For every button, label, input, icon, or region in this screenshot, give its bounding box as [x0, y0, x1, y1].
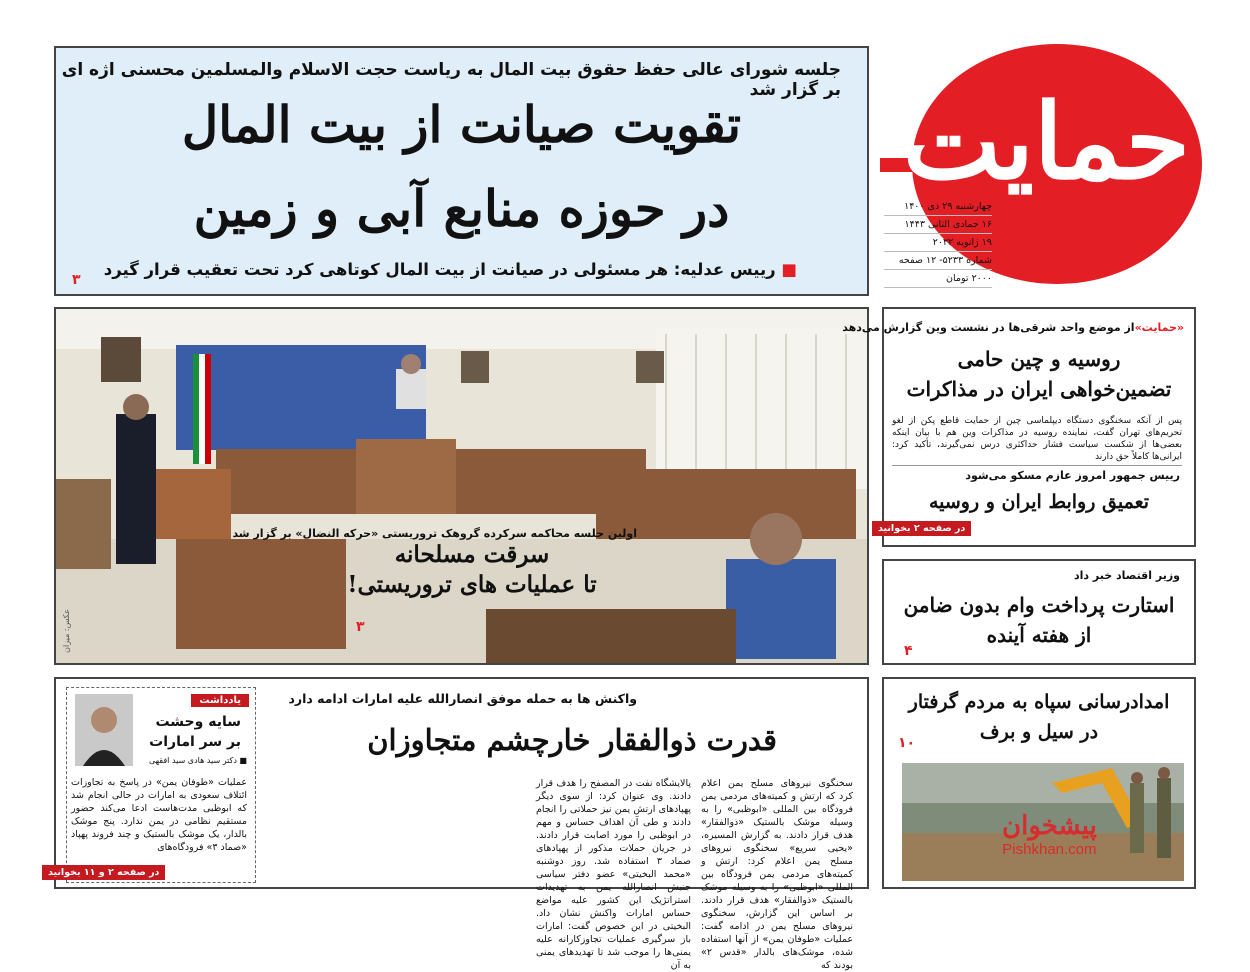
watermark-text: Pishkhan.com	[1002, 841, 1097, 858]
right-story-1-body: پس از آنکه سخنگوی دستگاه دیپلماسی چین از حمایت قاطع پکن از لغو تحریم‌های تهران گفت، نماینده روسیه در مذاکرات وین هم با بیان اینکه بعضی‌ها از شکست سیاست فشار حداکثری درس نمی‌گیرند، تأکید کرد: ایرانی‌ها کاملاً حق دارند	[892, 416, 1182, 462]
bullet-icon: ■	[781, 260, 797, 279]
bottom-story-headline: قدرت ذوالفقار خارچشم متجاوزان	[367, 723, 777, 757]
author-portrait	[75, 694, 133, 766]
bottom-story-column-2: پالایشگاه نفت در المصفح را هدف قرار دادند. وی عنوان کرد: از سوی دیگر پهپادهای ارتش یمن نیز حملاتی را انجام دادند و طی آن اهداف حساس و مهم در ابوظبی را مورد اصابت قرار دادند. در جریان حملات مذکور از پهپادهای صماد ۳ استفاده شد. روز دوشنبه «محمد البخیتی» عضو دفتر سیاسی جنبش انصارالله یمن به تهدیدات استراتژیک این کشور علیه مواضع حساس امارات واکنش نشان داد. البخیتی در این خصوص گفت: امارات باز سرگیری عملیات تجاوزکارانه علیه یمنی‌ها را موجب شد تا تهدیدهای یمنی به آن	[536, 778, 691, 971]
masthead	[880, 40, 1240, 300]
right-story-3[interactable]	[882, 677, 1196, 889]
right-story-3-headline-1: امدادرسانی سپاه به مردم گرفتار	[908, 691, 1170, 713]
oped-headline-2: بر سر امارات	[149, 734, 241, 750]
right-story-2[interactable]	[882, 559, 1196, 665]
top-story-headline-1: تقویت صیانت از بیت المال	[181, 95, 742, 154]
oped-label: یادداشت	[191, 694, 249, 707]
photo-story-kicker: اولین جلسه محاکمه سرکرده گروهک تروریستی «حرکه النضال» بر گزار شد	[232, 527, 637, 540]
photo-story-headline-1: سرقت مسلحانه	[394, 541, 550, 568]
right-story-1-headline-3: تعمیق روابط ایران و روسیه	[928, 491, 1150, 513]
right-story-1-kicker-text: از موضع واحد شرقی‌ها در نشست وین گزارش می‌دهد	[842, 321, 1135, 334]
photo-caption	[232, 527, 637, 600]
masthead-info	[884, 198, 992, 288]
photo-story-headline-2: تا عملیات های تروریستی!	[347, 571, 597, 598]
top-story-subhead-text: رییس عدلیه: هر مسئولی در صیانت از بیت المال کوتاهی کرد تحت تعقیب قرار گیرد	[103, 260, 776, 279]
oped-author: ■ دکتر سید هادی سید افقهی	[148, 756, 247, 765]
oped[interactable]	[66, 687, 256, 883]
top-story-page-number: ۳	[72, 272, 81, 288]
divider	[892, 465, 1182, 466]
read-more-tag[interactable]: در صفحه ۲ بخوانید	[872, 521, 971, 536]
photo-credit: عکس: میزان	[62, 609, 71, 653]
watermark-logo: پیشخوان	[1002, 811, 1097, 841]
right-story-1-headline-1: روسیه و چین حامی	[957, 347, 1121, 371]
masthead-date-hijri: ۱۶ جمادی الثانی ۱۴۴۳	[884, 216, 992, 234]
courtroom-photo	[56, 309, 867, 663]
top-story-kicker: جلسه شورای عالی حفظ حقوق بیت المال به ریاست حجت الاسلام والمسلمین محسنی اژه ای بر گزار شد	[61, 60, 841, 100]
bottom-story-column-1: سخنگوی نیروهای مسلح یمن اعلام کرد که ارتش و کمیته‌های مردمی یمن فرودگاه بین المللی «ابوظبی» را به وسیله موشک بالستیک «ذوالفقار» هدف قرار دادند. به گزارش المسیره، «یحیی سریع» سخنگوی نیروهای مسلح یمن اعلام کرد: ارتش و کمیته‌های مردمی یمن فرودگاه بین المللی «ابوظبی» را به وسیله موشک بالستیک «ذوالفقار» هدف قرار دادند. بر اساس این گزارش، سخنگوی نیروهای مسلح یمن در ادامه گفت: عملیات «طوفان یمن» از آنها استفاده شده، موشک‌های بالدار «قدس ۲» بودند که	[701, 778, 853, 971]
right-story-1-headline-2: تضمین‌خواهی ایران در مذاکرات	[906, 377, 1172, 401]
right-story-3-headline-2: در سیل و برف	[979, 721, 1099, 743]
flood-photo	[902, 763, 1184, 881]
masthead-issue: شماره ۵۲۳۳- ۱۲ صفحه	[884, 252, 992, 270]
photo-story-page-number: ۳	[356, 619, 365, 635]
masthead-price: ۲۰۰۰ تومان	[884, 270, 992, 288]
top-story[interactable]	[54, 46, 869, 296]
bottom-story-kicker: واکنش ها به حمله موفق انصارالله علیه امارات ادامه دارد	[288, 691, 637, 706]
photo-story[interactable]	[54, 307, 869, 665]
right-story-1-kicker-2: رییس جمهور امروز عازم مسکو می‌شود	[965, 469, 1180, 482]
read-more-tag[interactable]: در صفحه ۲ و ۱۱ بخوانید	[42, 865, 165, 880]
right-story-2-page-number: ۴	[904, 643, 913, 659]
right-story-2-kicker: وزیر اقتصاد خبر داد	[1073, 569, 1180, 582]
top-story-headline-2: در حوزه منابع آبی و زمین	[193, 179, 730, 238]
right-story-1-kicker	[842, 321, 1184, 334]
newspaper-logo: حمایت	[902, 80, 1190, 203]
top-story-subhead	[104, 260, 797, 279]
right-story-1[interactable]	[842, 307, 1196, 547]
right-story-3-page-number: ۱۰	[898, 735, 916, 751]
bottom-story[interactable]	[48, 677, 869, 971]
brand-mention: «حمایت»	[1134, 321, 1184, 334]
oped-body: عملیات «طوفان یمن» در پاسخ به تجاوزات ائتلاف سعودی به امارات در حالی انجام شد که ابوظبی مدت‌هاست ادعا می‌کند حضور مستقیم نظامی در یمن ندارد. پنج موشک بالدار، یک موشک بالستیک و چند فروند پهپاد «صماد ۳» فرودگاه‌های	[71, 777, 247, 853]
right-story-2-headline-1: استارت پرداخت وام بدون ضامن	[903, 593, 1175, 617]
masthead-date-persian: چهارشنبه ۲۹ دی ۱۴۰۰	[884, 198, 992, 216]
masthead-date-gregorian: ۱۹ ژانویه ۲۰۲۲	[884, 234, 992, 252]
oped-headline-1: سایه وحشت	[155, 714, 241, 730]
watermark	[1002, 811, 1097, 858]
avatar	[75, 694, 133, 766]
right-story-2-headline-2: از هفته آینده	[986, 623, 1092, 647]
